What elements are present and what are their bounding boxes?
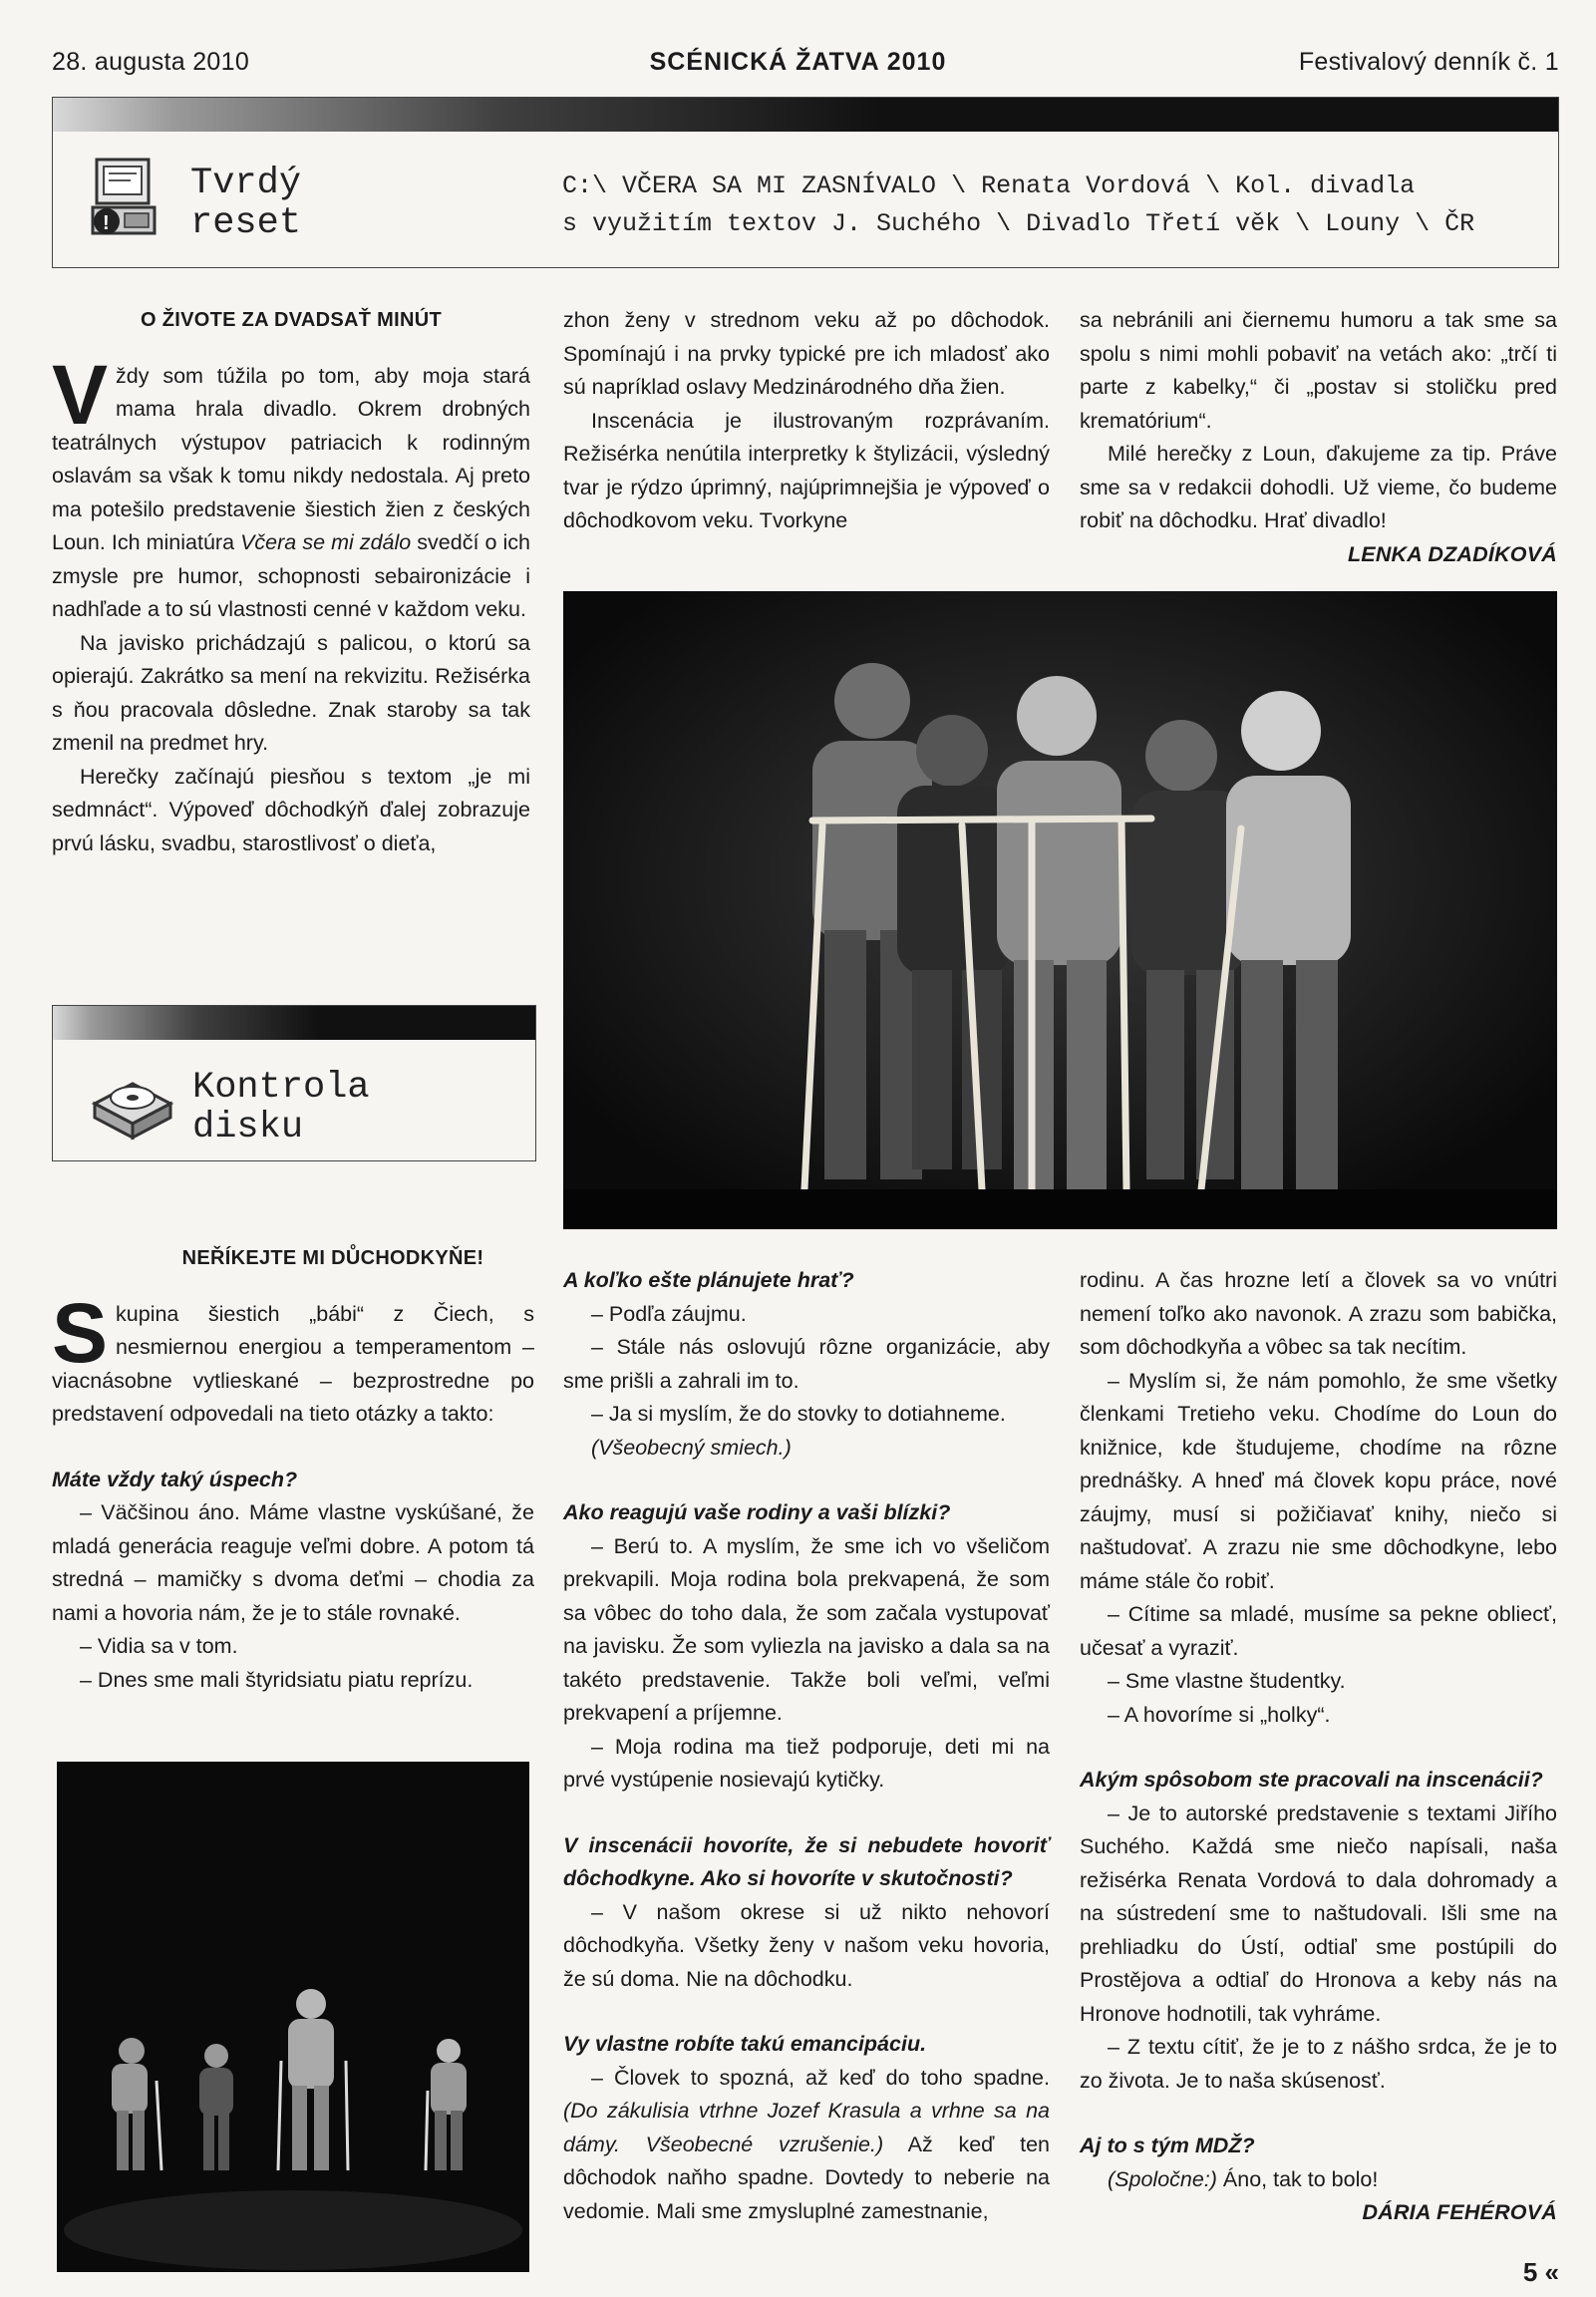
page-number: 5 « [1522, 2257, 1559, 2287]
production-path [562, 167, 1474, 243]
article1-col1 [52, 304, 530, 860]
interview-answer: – Človek to spozná, až keď do toho spadne. [591, 2065, 1050, 2090]
disk-rubric-panel [52, 1005, 536, 1161]
interview-answer: – Z textu cítiť, že je to z nášho srdca, že je to zo života. Je to naša skúsenosť. [1080, 2035, 1557, 2093]
actresses-with-canes-image [563, 591, 1557, 1229]
article2-col1 [52, 1242, 534, 1697]
article2-dropcap: S [52, 1285, 109, 1380]
interview-question: Aj to s tým MDŽ? [1080, 2133, 1255, 2157]
stage-photo-large [563, 591, 1557, 1229]
interview-question: Ako reagujú vaše rodiny a vaši blízki? [563, 1500, 951, 1524]
article1-paragraph: Na javisko prichádzajú s palicou, o ktorú sa opierajú. Zakrátko sa mení na rekvizitu. Režisérka s ňou pracovala dôsledne. Znak staroby sa tak zmenil na predmet hry. [52, 630, 530, 755]
interview-answer: Až keď ten dôchodok naňho spadne. Dovtedy to neberie na vedomie. Mali sme zmysluplné zamestnanie, [563, 2132, 1050, 2223]
interview-question: Vy vlastne robíte takú emancipáciu. [563, 2032, 927, 2056]
article2-heading: NEŘÍKEJTE MI DŮCHODKYŇE! [181, 1247, 484, 1269]
article1-author: LENKA DZADÍKOVÁ [1347, 541, 1557, 566]
interview-note: (Spoločne:) [1108, 2166, 1217, 2191]
article1-col2 [563, 304, 1050, 538]
interview-answer: – Väčšinou áno. Máme vlastne vyskúšané, že mladá generácia reaguje veľmi dobre. A potom tá stredná – mamičky s dvoma deťmi – chodia za nami a hovoria nám, že je to stále rovnaké. [52, 1500, 534, 1625]
rubric-title-line1: Kontrola [192, 1067, 370, 1109]
publication-title: SCÉNICKÁ ŽATVA 2010 [649, 48, 947, 76]
interview-question: A koľko ešte plánujete hrať? [563, 1268, 854, 1292]
article1-col3 [1080, 304, 1557, 571]
interview-answer: – Ja si myslím, že do stovky to dotiahneme. [591, 1402, 1006, 1426]
article1-paragraph: Herečky začínajú piesňou s textom „je mi sedmnáct“. Výpoveď dôchodkýň ďalej zobrazuje prvú lásku, svadbu, starostlivosť o dieťa, [52, 764, 530, 855]
interview-answer: – Sme vlastne študentky. [1108, 1669, 1346, 1693]
interview-answer: – Berú to. A myslím, že sme ich vo všeličom prekvapili. Moja rodina bola prekvapená, že som sa vôbec do toho dala, že som začala vystupovať na javisku. Že som vyliezla na javisko a dala sa na takéto predstavenie. Takže boli veľmi, veľmi prekvapení a príjemne. [563, 1533, 1050, 1725]
issue-date: 28. augusta 2010 [52, 48, 250, 76]
interview-answer: – Moja rodina ma tiež podporuje, deti mi na prvé vystúpenie nosievajú kytičky. [563, 1734, 1050, 1792]
rubric-title [192, 1068, 370, 1148]
stage-photo-small [57, 1762, 529, 2272]
article1-paragraph: zhon ženy v strednom veku až po dôchodok. Spomínajú i na prvky typické pre ich mladosť ako sú napríklad oslavy Medzinárodného dňa žien. [563, 308, 1050, 399]
issue-number: Festivalový denník č. 1 [1298, 48, 1559, 76]
rubric-title [190, 164, 301, 243]
article1-paragraph: sa nebránili ani čiernemu humoru a tak sme sa spolu s nimi mohli pobaviť na vetách ako: „trčí ti parte z kabelky,“ či „postav si stoličku pred krematórium“. [1080, 308, 1557, 433]
interview-question: V inscenácii hovoríte, že si nebudete hovoriť dôchodkyne. Ako si hovoríte v skutočnosti? [563, 1832, 1050, 1890]
interview-note: (Všeobecný smiech.) [591, 1435, 792, 1460]
interview-answer: – Je to autorské predstavenie s textami Jiřího Suchého. Každá sme niečo napísali, naša režisérka Renata Vordová to dala dohromady a na sústredení sme to naštudovali. Išli sme na prehliadku do Ústí, odtiaľ sme postúpili do Prostějova a odtiaľ do Hronova a keby nás na Hronove hodnotili, tak vyhráme. [1080, 1801, 1557, 2026]
article1-paragraph: Inscenácia je ilustrovaným rozprávaním. Režisérka nenútila interpretky k štylizácii, výsledný tvar je rýdzo úprimný, najúprimnejšia je výpoveď o dôchodkovom veku. Tvorkyne [563, 408, 1050, 532]
interview-answer: – V našom okrese si už nikto nehovorí dôchodkyňa. Všetky ženy v našom veku hovoria, že sú doma. Nie na dôchodku. [563, 1899, 1050, 1991]
svg-text:!: ! [103, 212, 110, 234]
article1-paragraph: Milé herečky z Loun, ďakujeme za tip. Práve sme sa v redakcii dohodli. Už vieme, čo budeme robiť na dôchodku. Hrať divadlo! [1080, 442, 1557, 532]
interview-answer: – A hovoríme si „holky“. [1108, 1702, 1331, 1727]
article2-col2 [563, 1264, 1050, 2228]
article2-author: DÁRIA FEHÉROVÁ [1362, 2200, 1557, 2224]
article1-dropcap: V [52, 347, 109, 442]
interview-answer: – Myslím si, že nám pomohlo, že sme všetky členkami Tretieho veku. Chodíme do Loun do knižnice, kde študujeme, chodíme na rôzne prednášky. A hneď má človek kopu práce, nové záujmy, musí si požičiavať knihy, niečo si naštudovať. A zrazu nie sme dôchodkyne, lebo máme stále čo robiť. [1080, 1368, 1557, 1593]
article1-heading: O ŽIVOTE ZA DVADSAŤ MINÚT [141, 309, 442, 331]
rubric-title-line1: Tvrdý [190, 163, 302, 204]
interview-answer: – Vidia sa v tom. [80, 1634, 238, 1658]
production-path-line2: s využitím textov J. Suchého \ Divadlo Třetí věk \ Louny \ ČR [562, 209, 1475, 238]
top-rubric-panel [52, 97, 1559, 268]
rubric-title-line2: disku [192, 1107, 304, 1148]
interview-answer: – Dnes sme mali štyridsiatu piatu reprízu. [80, 1667, 474, 1692]
interview-answer: rodinu. A čas hrozne letí a človek sa vo vnútri nemení toľko ako navonok. A zrazu som babička, som dôchodkyňa a vôbec sa tak necítim. [1080, 1268, 1557, 1359]
interview-question: Akým spôsobom ste pracovali na inscenácii? [1080, 1768, 1543, 1792]
panel-title-bar [53, 98, 1558, 132]
article2-intro: kupina šiestich „bábi“ z Čiech, s nesmiernou energiou a temperamentom – viacnásobne vytlieskané – bezprostredne po predstavení odpovedali na tieto otázky a takto: [52, 1301, 534, 1426]
interview-question: Máte vždy taký úspech? [52, 1467, 298, 1491]
interview-answer: Áno, tak to bolo! [1216, 2166, 1379, 2191]
production-path-line1: C:\ VČERA SA MI ZASNÍVALO \ Renata Vordová \ Kol. divadla [562, 171, 1416, 200]
computer-warning-icon [89, 152, 178, 247]
article1-text: ždy som túžila po tom, aby moja stará mama hrala divadlo. Okrem drobných teatrálnych výstupov patriacich k rodinným oslavám sa však k tomu nikdy nedostala. Aj preto ma potešilo predstavenie šiestich žien z českých Loun. Ich miniatúra [52, 363, 530, 554]
interview-answer: – Podľa záujmu. [591, 1301, 747, 1326]
interview-note: (Do zákulisia vtrhne Jozef Krasula a vrhne sa na dámy. Všeobecné vzrušenie.) [563, 2099, 1050, 2156]
play-title: Včera se mi zdálo [240, 530, 412, 554]
rubric-title-line2: reset [190, 202, 302, 244]
article2-col3 [1080, 1264, 1557, 2230]
interview-answer: – Stále nás oslovujú rôzne organizácie, aby sme prišli a zahrali im to. [563, 1335, 1050, 1393]
article1-text: svedčí o ich zmysle pre humor, schopnosti sebaironizácie i nadhľade a to sú vlastnosti cenné v každom veku. [52, 530, 530, 621]
panel-title-bar [53, 1006, 535, 1040]
interview-answer: – Cítime sa mladé, musíme sa pekne obliecť, učesať a vyraziť. [1080, 1602, 1557, 1660]
actresses-on-stage-image [57, 1762, 529, 2272]
disk-drive-icon [85, 1058, 179, 1148]
